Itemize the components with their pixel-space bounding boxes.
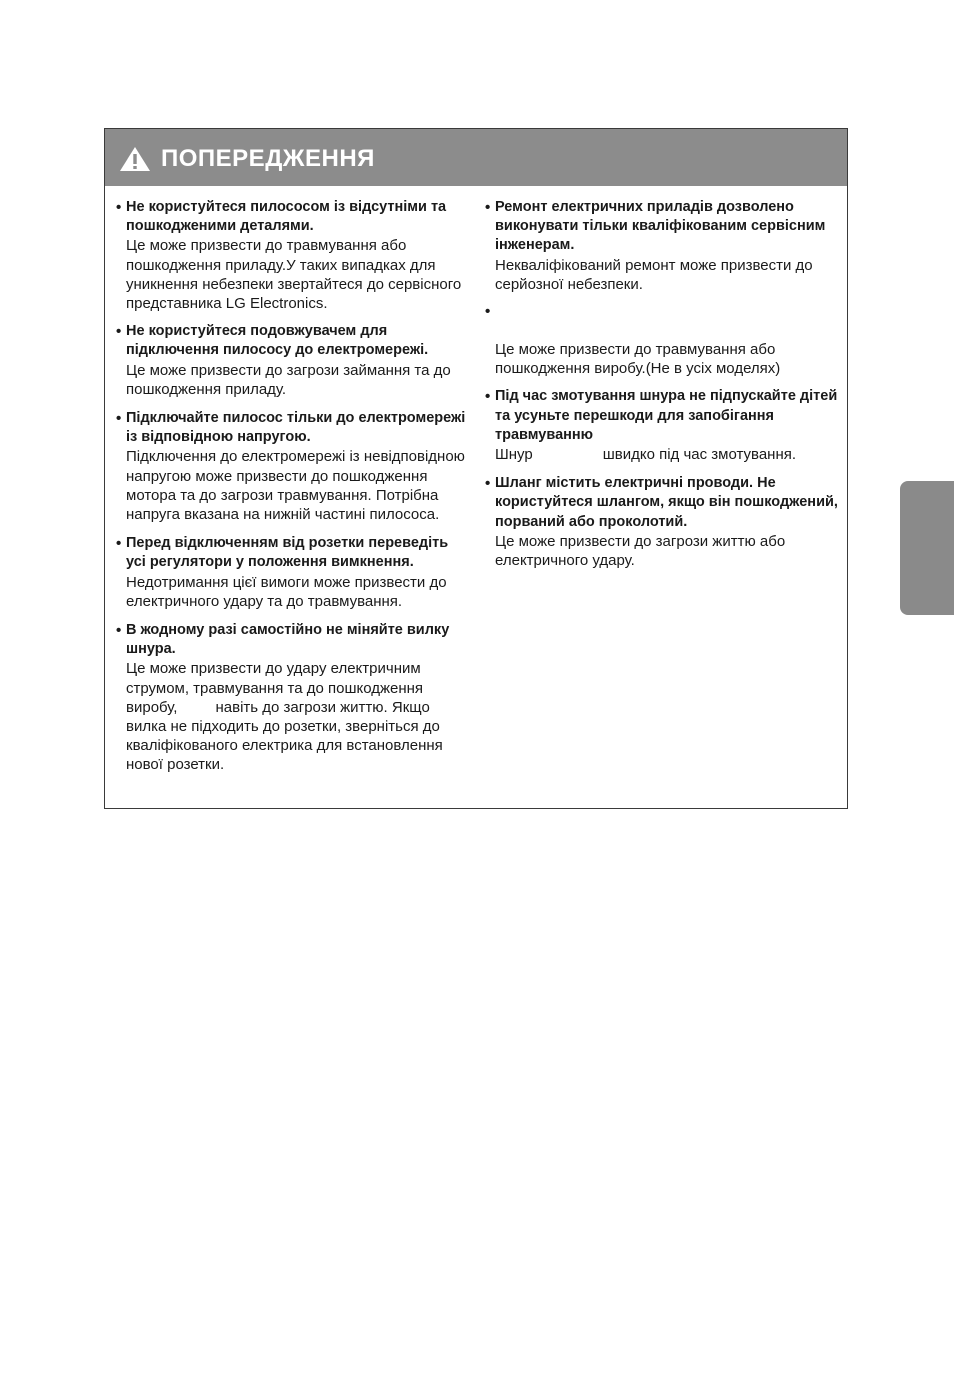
warning-box [104, 128, 848, 809]
item-title: Не користуйтеся подовжувачем для підключення пилососу до електромережі. [126, 323, 429, 359]
warning-item [485, 198, 840, 294]
section-side-tab [900, 481, 954, 615]
item-body-part: Шнур [495, 446, 533, 464]
item-body: Це може призвести до травмування або пошкодження виробу.(Не в усіх моделях) [495, 341, 781, 378]
bullet: • [485, 303, 491, 321]
item-title: В жодному разі самостійно не міняйте вилку шнура. [126, 622, 450, 658]
item-body: Це може призвести до загрози займання та до пошкодження приладу. [126, 361, 451, 398]
warning-item [485, 474, 840, 570]
bullet: • [116, 410, 122, 428]
warning-item [485, 387, 840, 464]
bullet: • [485, 199, 491, 216]
warning-item [485, 302, 840, 378]
bullet: • [485, 475, 491, 493]
bullet: • [116, 535, 122, 553]
item-body [495, 445, 840, 464]
item-title: Підключайте пилосос тільки до електромережі із відповідною напругою. [126, 410, 466, 446]
bullet: • [116, 199, 122, 216]
bullet: • [116, 323, 122, 341]
item-body: Це може призвести до загрози життю або електричного удару. [495, 532, 786, 570]
item-body: Підключення до електромережі із невідповідною напругою може призвести до пошкодження мотора та до загрози травмування. Потрібна напруга вказана на нижній частині пилососа. [126, 448, 465, 524]
item-title: Шланг містить електричні проводи. Не користуйтеся шлангом, якщо він пошкоджений, порваний або проколотий. [495, 475, 838, 530]
warning-item [116, 621, 468, 775]
item-title: Ремонт електричних приладів дозволено виконувати тільки кваліфікованим сервісним інженерам. [495, 199, 826, 254]
left-column [116, 198, 468, 775]
warning-title: ПОПЕРЕДЖЕННЯ [161, 145, 375, 172]
warning-item [116, 409, 468, 524]
bullet: • [116, 622, 122, 640]
warning-header [105, 129, 847, 186]
item-body: Недотримання цієї вимоги може призвести до електричного удару та до травмування. [126, 573, 447, 610]
right-column [485, 198, 840, 570]
warning-item [116, 322, 468, 399]
item-title: Під час змотування шнура не підпускайте дітей та усуньте перешкоди для запобігання травмуванню [495, 388, 838, 443]
item-body: Некваліфікований ремонт може призвести до серйозної небезпеки. [495, 256, 813, 293]
item-body [126, 659, 468, 774]
item-body-part: навіть до загрози життю. Якщо вилка не підходить до розетки, зверніться до кваліфікованого електрика для встановлення нової розетки. [126, 698, 443, 774]
bullet: • [485, 388, 491, 406]
item-title: Не користуйтеся пилососом із відсутніми та пошкодженими деталями. [126, 199, 447, 235]
item-body: Це може призвести до травмування або пошкодження приладу.У таких випадках для уникнення небезпеки звертайтеся до сервісного представника LG Electronics. [126, 237, 462, 313]
item-title: Перед відключенням від розетки переведіть усі регулятори у положення вимкнення. [126, 535, 449, 571]
item-body-part: Це може призвести до удару електричним струмом, травмування та до пошкодження виробу, [126, 660, 424, 716]
warning-item [116, 534, 468, 611]
warning-triangle-icon [119, 146, 151, 172]
warning-item [116, 198, 468, 313]
item-body-part: швидко під час змотування. [602, 446, 797, 464]
